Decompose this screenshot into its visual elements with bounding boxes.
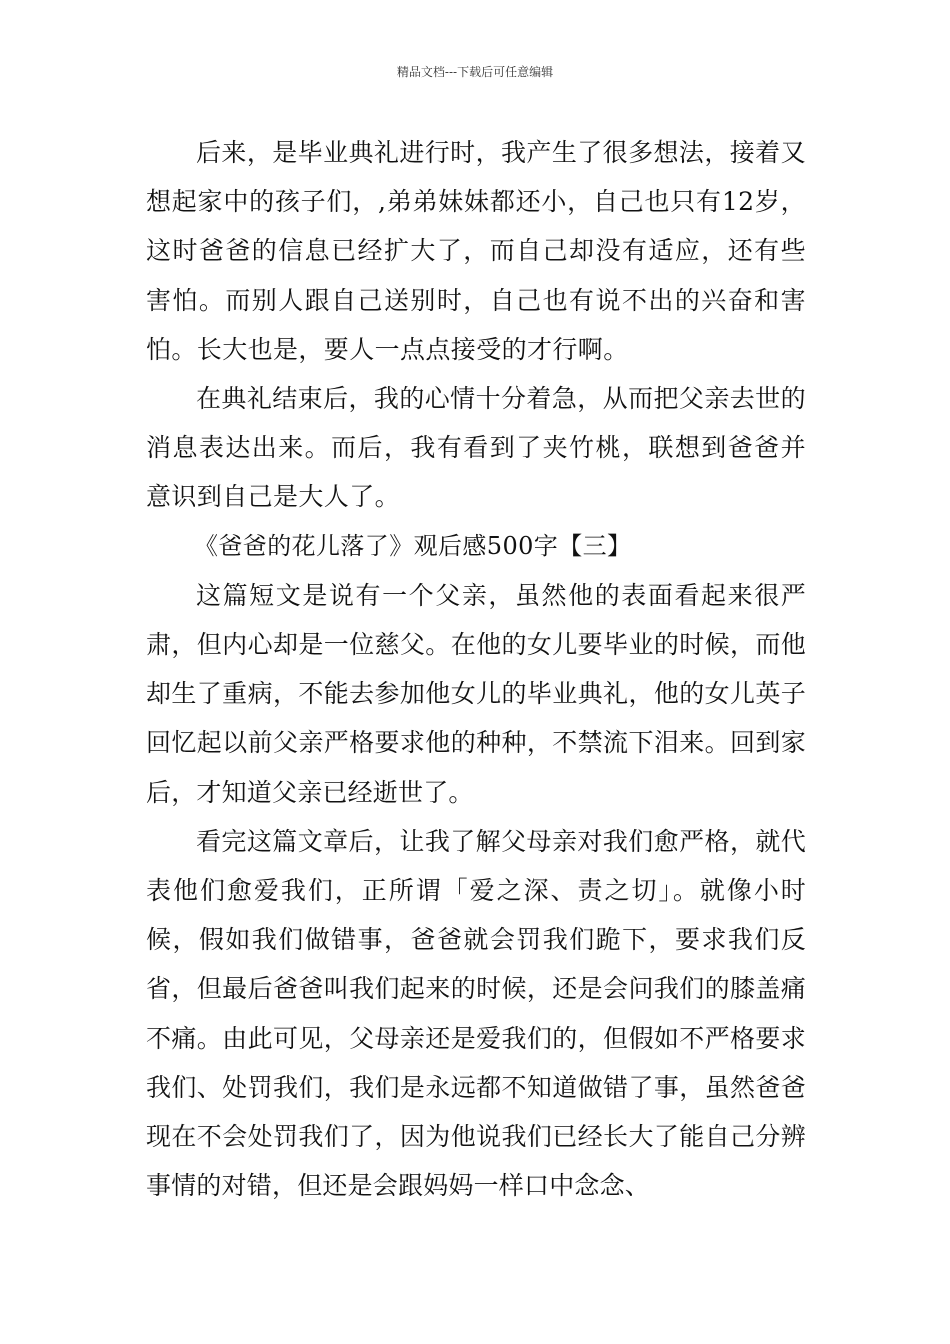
paragraph-after-ceremony: 在典礼结束后，我的心情十分着急，从而把父亲去世的消息表达出来。而后，我有看到了夹竹桃，联想到爸爸并意识到自己是大人了。 [146,384,806,512]
paragraph-reflection: 看完这篇文章后，让我了解父母亲对我们愈严格，就代表他们愈爱我们，正所谓「爱之深、责之切」。就像小时候，假如我们做错事，爸爸就会罚我们跪下，要求我们反省，但最后爸爸叫我们起来的时候，还是会问我们的膝盖痛不痛。由此可见，父母亲还是爱我们的，但假如不严格要求我们、处罚我们，我们是永远都不知道做错了事，虽然爸爸现在不会处罚我们了，因为他说我们已经长大了能自己分辨事情的对错，但还是会跟妈妈一样口中念念、 [146,826,806,1201]
document-body [146,128,806,1210]
page-header: 精品文档---下载后可任意编辑 [396,65,554,79]
section-title: 《爸爸的花儿落了》观后感500字【三】 [194,531,632,560]
paragraph-graduation-ceremony: 后来，是毕业典礼进行时，我产生了很多想法，接着又想起家中的孩子们，,弟弟妹妹都还小，自己也只有12岁，这时爸爸的信息已经扩大了，而自己却没有适应，还有些害怕。而别人跟自己送别时，自己也有说不出的兴奋和害怕。长大也是，要人一点点接受的才行啊。 [146,138,806,364]
paragraph-story-summary: 这篇短文是说有一个父亲，虽然他的表面看起来很严肃，但内心却是一位慈父。在他的女儿要毕业的时候，而他却生了重病，不能去参加他女儿的毕业典礼，他的女儿英子回忆起以前父亲严格要求他的种种，不禁流下泪来。回到家后，才知道父亲已经逝世了。 [146,580,806,807]
